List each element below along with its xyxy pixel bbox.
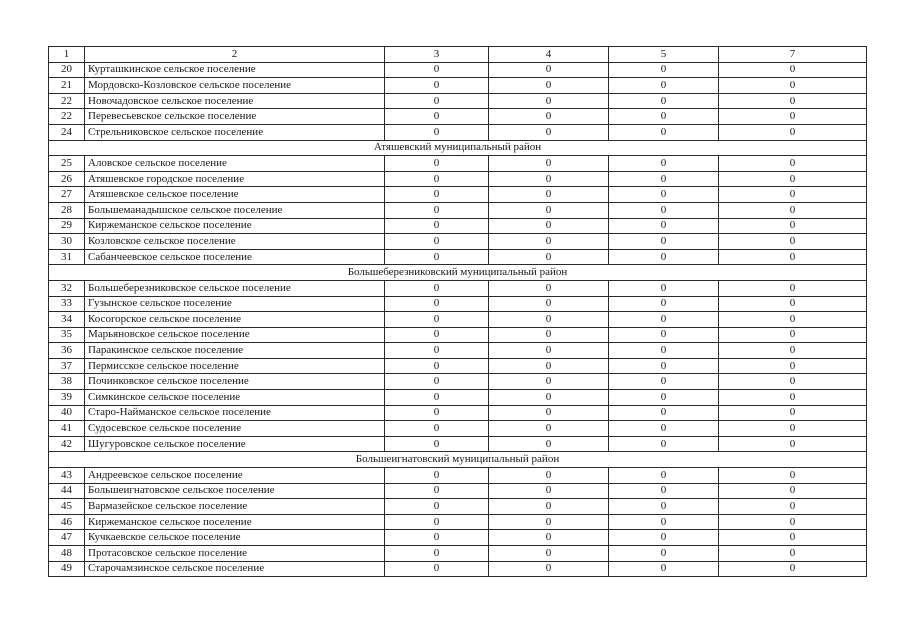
table-row xyxy=(49,312,867,328)
settlement-name: Симкинское сельское поселение xyxy=(85,390,385,406)
value-col-7: 0 xyxy=(719,124,867,140)
value-col-3: 0 xyxy=(385,296,489,312)
value-col-5: 0 xyxy=(609,546,719,562)
value-col-4: 0 xyxy=(489,546,609,562)
value-col-4: 0 xyxy=(489,327,609,343)
value-col-7: 0 xyxy=(719,249,867,265)
value-col-5: 0 xyxy=(609,171,719,187)
settlement-name: Киржеманское сельское поселение xyxy=(85,218,385,234)
value-col-5: 0 xyxy=(609,358,719,374)
table-row xyxy=(49,421,867,437)
value-col-4: 0 xyxy=(489,421,609,437)
value-col-7: 0 xyxy=(719,358,867,374)
district-title: Большеберезниковский муниципальный район xyxy=(49,265,867,281)
value-col-3: 0 xyxy=(385,124,489,140)
table-header-row xyxy=(49,47,867,63)
value-col-4: 0 xyxy=(489,187,609,203)
value-col-5: 0 xyxy=(609,156,719,172)
settlement-name: Протасовское сельское поселение xyxy=(85,546,385,562)
value-col-3: 0 xyxy=(385,546,489,562)
value-col-3: 0 xyxy=(385,171,489,187)
table-body xyxy=(49,47,867,577)
value-col-5: 0 xyxy=(609,296,719,312)
row-number: 45 xyxy=(49,499,85,515)
settlement-name: Большеманадышское сельское поселение xyxy=(85,202,385,218)
value-col-7: 0 xyxy=(719,343,867,359)
table-row xyxy=(49,390,867,406)
table-row xyxy=(49,78,867,94)
district-section-row xyxy=(49,265,867,281)
table-row xyxy=(49,109,867,125)
value-col-3: 0 xyxy=(385,468,489,484)
row-number: 38 xyxy=(49,374,85,390)
value-col-3: 0 xyxy=(385,358,489,374)
table-row xyxy=(49,514,867,530)
value-col-7: 0 xyxy=(719,468,867,484)
row-number: 37 xyxy=(49,358,85,374)
row-number: 34 xyxy=(49,312,85,328)
value-col-3: 0 xyxy=(385,249,489,265)
value-col-7: 0 xyxy=(719,280,867,296)
value-col-4: 0 xyxy=(489,483,609,499)
value-col-4: 0 xyxy=(489,124,609,140)
value-col-5: 0 xyxy=(609,514,719,530)
value-col-3: 0 xyxy=(385,421,489,437)
value-col-5: 0 xyxy=(609,78,719,94)
settlement-name: Аловское сельское поселение xyxy=(85,156,385,172)
value-col-5: 0 xyxy=(609,124,719,140)
value-col-7: 0 xyxy=(719,312,867,328)
row-number: 26 xyxy=(49,171,85,187)
document-page xyxy=(48,46,866,577)
settlement-name: Новочадовское сельское поселение xyxy=(85,93,385,109)
value-col-3: 0 xyxy=(385,514,489,530)
row-number: 31 xyxy=(49,249,85,265)
value-col-5: 0 xyxy=(609,530,719,546)
settlement-name: Паракинское сельское поселение xyxy=(85,343,385,359)
value-col-5: 0 xyxy=(609,436,719,452)
value-col-4: 0 xyxy=(489,374,609,390)
row-number: 27 xyxy=(49,187,85,203)
value-col-5: 0 xyxy=(609,312,719,328)
table-row xyxy=(49,218,867,234)
value-col-3: 0 xyxy=(385,187,489,203)
value-col-7: 0 xyxy=(719,561,867,577)
table-row xyxy=(49,93,867,109)
value-col-3: 0 xyxy=(385,530,489,546)
value-col-4: 0 xyxy=(489,561,609,577)
value-col-4: 0 xyxy=(489,514,609,530)
value-col-7: 0 xyxy=(719,546,867,562)
value-col-4: 0 xyxy=(489,499,609,515)
settlement-name: Вармазейское сельское поселение xyxy=(85,499,385,515)
value-col-7: 0 xyxy=(719,156,867,172)
value-col-4: 0 xyxy=(489,109,609,125)
value-col-4: 0 xyxy=(489,530,609,546)
value-col-5: 0 xyxy=(609,109,719,125)
row-number: 44 xyxy=(49,483,85,499)
table-row xyxy=(49,327,867,343)
header-cell: 1 xyxy=(49,47,85,63)
row-number: 30 xyxy=(49,234,85,250)
value-col-5: 0 xyxy=(609,374,719,390)
row-number: 29 xyxy=(49,218,85,234)
header-cell: 4 xyxy=(489,47,609,63)
value-col-7: 0 xyxy=(719,327,867,343)
table-row xyxy=(49,280,867,296)
value-col-7: 0 xyxy=(719,514,867,530)
value-col-7: 0 xyxy=(719,187,867,203)
table-row xyxy=(49,156,867,172)
value-col-5: 0 xyxy=(609,343,719,359)
settlement-name: Атяшевское городское поселение xyxy=(85,171,385,187)
settlements-table xyxy=(48,46,867,577)
settlement-name: Кучкаевское сельское поселение xyxy=(85,530,385,546)
header-cell: 7 xyxy=(719,47,867,63)
row-number: 39 xyxy=(49,390,85,406)
settlement-name: Починковское сельское поселение xyxy=(85,374,385,390)
settlement-name: Киржеманское сельское поселение xyxy=(85,514,385,530)
settlement-name: Стрельниковское сельское поселение xyxy=(85,124,385,140)
row-number: 49 xyxy=(49,561,85,577)
value-col-7: 0 xyxy=(719,93,867,109)
table-row xyxy=(49,483,867,499)
row-number: 35 xyxy=(49,327,85,343)
value-col-4: 0 xyxy=(489,358,609,374)
value-col-7: 0 xyxy=(719,390,867,406)
value-col-3: 0 xyxy=(385,327,489,343)
settlement-name: Старо-Найманское сельское поселение xyxy=(85,405,385,421)
settlement-name: Косогорское сельское поселение xyxy=(85,312,385,328)
table-row xyxy=(49,187,867,203)
value-col-7: 0 xyxy=(719,374,867,390)
settlement-name: Атяшевское сельское поселение xyxy=(85,187,385,203)
table-row xyxy=(49,358,867,374)
value-col-7: 0 xyxy=(719,499,867,515)
value-col-4: 0 xyxy=(489,234,609,250)
value-col-3: 0 xyxy=(385,202,489,218)
table-row xyxy=(49,530,867,546)
table-row xyxy=(49,249,867,265)
value-col-4: 0 xyxy=(489,171,609,187)
value-col-7: 0 xyxy=(719,296,867,312)
value-col-3: 0 xyxy=(385,343,489,359)
table-row xyxy=(49,62,867,78)
table-row xyxy=(49,234,867,250)
value-col-4: 0 xyxy=(489,218,609,234)
value-col-7: 0 xyxy=(719,202,867,218)
value-col-3: 0 xyxy=(385,234,489,250)
row-number: 47 xyxy=(49,530,85,546)
table-row xyxy=(49,436,867,452)
value-col-5: 0 xyxy=(609,234,719,250)
value-col-4: 0 xyxy=(489,62,609,78)
value-col-5: 0 xyxy=(609,218,719,234)
header-cell: 3 xyxy=(385,47,489,63)
settlement-name: Большеигнатовское сельское поселение xyxy=(85,483,385,499)
row-number: 41 xyxy=(49,421,85,437)
value-col-4: 0 xyxy=(489,468,609,484)
row-number: 48 xyxy=(49,546,85,562)
value-col-4: 0 xyxy=(489,202,609,218)
row-number: 20 xyxy=(49,62,85,78)
value-col-4: 0 xyxy=(489,390,609,406)
value-col-3: 0 xyxy=(385,109,489,125)
district-title: Атяшевский муниципальный район xyxy=(49,140,867,156)
row-number: 43 xyxy=(49,468,85,484)
row-number: 21 xyxy=(49,78,85,94)
value-col-3: 0 xyxy=(385,374,489,390)
settlement-name: Марьяновское сельское поселение xyxy=(85,327,385,343)
row-number: 28 xyxy=(49,202,85,218)
value-col-7: 0 xyxy=(719,483,867,499)
value-col-5: 0 xyxy=(609,499,719,515)
table-row xyxy=(49,546,867,562)
value-col-3: 0 xyxy=(385,280,489,296)
value-col-4: 0 xyxy=(489,156,609,172)
header-cell: 5 xyxy=(609,47,719,63)
value-col-5: 0 xyxy=(609,390,719,406)
settlement-name: Курташкинское сельское поселение xyxy=(85,62,385,78)
settlement-name: Перевесьевское сельское поселение xyxy=(85,109,385,125)
table-row xyxy=(49,405,867,421)
value-col-3: 0 xyxy=(385,218,489,234)
value-col-3: 0 xyxy=(385,62,489,78)
row-number: 25 xyxy=(49,156,85,172)
settlement-name: Пермисское сельское поселение xyxy=(85,358,385,374)
value-col-3: 0 xyxy=(385,561,489,577)
value-col-3: 0 xyxy=(385,436,489,452)
value-col-3: 0 xyxy=(385,312,489,328)
value-col-7: 0 xyxy=(719,62,867,78)
settlement-name: Старочамзинское сельское поселение xyxy=(85,561,385,577)
row-number: 40 xyxy=(49,405,85,421)
settlement-name: Шугуровское сельское поселение xyxy=(85,436,385,452)
value-col-4: 0 xyxy=(489,405,609,421)
value-col-5: 0 xyxy=(609,468,719,484)
value-col-5: 0 xyxy=(609,327,719,343)
value-col-7: 0 xyxy=(719,405,867,421)
value-col-7: 0 xyxy=(719,530,867,546)
district-section-row xyxy=(49,452,867,468)
value-col-5: 0 xyxy=(609,483,719,499)
district-section-row xyxy=(49,140,867,156)
value-col-4: 0 xyxy=(489,343,609,359)
value-col-3: 0 xyxy=(385,78,489,94)
value-col-5: 0 xyxy=(609,405,719,421)
table-row xyxy=(49,561,867,577)
value-col-7: 0 xyxy=(719,436,867,452)
value-col-4: 0 xyxy=(489,312,609,328)
table-row xyxy=(49,499,867,515)
header-cell: 2 xyxy=(85,47,385,63)
value-col-4: 0 xyxy=(489,93,609,109)
row-number: 42 xyxy=(49,436,85,452)
value-col-4: 0 xyxy=(489,296,609,312)
value-col-3: 0 xyxy=(385,156,489,172)
value-col-7: 0 xyxy=(719,421,867,437)
value-col-5: 0 xyxy=(609,202,719,218)
row-number: 46 xyxy=(49,514,85,530)
settlement-name: Большеберезниковское сельское поселение xyxy=(85,280,385,296)
value-col-5: 0 xyxy=(609,421,719,437)
value-col-7: 0 xyxy=(719,218,867,234)
value-col-5: 0 xyxy=(609,93,719,109)
value-col-3: 0 xyxy=(385,405,489,421)
value-col-7: 0 xyxy=(719,109,867,125)
value-col-5: 0 xyxy=(609,280,719,296)
value-col-5: 0 xyxy=(609,249,719,265)
district-title: Большеигнатовский муниципальный район xyxy=(49,452,867,468)
value-col-3: 0 xyxy=(385,483,489,499)
value-col-4: 0 xyxy=(489,436,609,452)
settlement-name: Сабанчеевское сельское поселение xyxy=(85,249,385,265)
table-row xyxy=(49,374,867,390)
value-col-5: 0 xyxy=(609,561,719,577)
value-col-3: 0 xyxy=(385,390,489,406)
table-row xyxy=(49,343,867,359)
row-number: 32 xyxy=(49,280,85,296)
value-col-5: 0 xyxy=(609,187,719,203)
value-col-7: 0 xyxy=(719,234,867,250)
table-row xyxy=(49,202,867,218)
value-col-4: 0 xyxy=(489,78,609,94)
settlement-name: Андреевское сельское поселение xyxy=(85,468,385,484)
value-col-5: 0 xyxy=(609,62,719,78)
settlement-name: Мордовско-Козловское сельское поселение xyxy=(85,78,385,94)
settlement-name: Козловское сельское поселение xyxy=(85,234,385,250)
row-number: 22 xyxy=(49,93,85,109)
row-number: 22 xyxy=(49,109,85,125)
value-col-7: 0 xyxy=(719,171,867,187)
table-row xyxy=(49,468,867,484)
value-col-4: 0 xyxy=(489,249,609,265)
settlement-name: Судосевское сельское поселение xyxy=(85,421,385,437)
value-col-4: 0 xyxy=(489,280,609,296)
value-col-7: 0 xyxy=(719,78,867,94)
value-col-3: 0 xyxy=(385,499,489,515)
row-number: 24 xyxy=(49,124,85,140)
table-row xyxy=(49,124,867,140)
settlement-name: Гузынское сельское поселение xyxy=(85,296,385,312)
table-row xyxy=(49,171,867,187)
table-row xyxy=(49,296,867,312)
row-number: 33 xyxy=(49,296,85,312)
value-col-3: 0 xyxy=(385,93,489,109)
row-number: 36 xyxy=(49,343,85,359)
